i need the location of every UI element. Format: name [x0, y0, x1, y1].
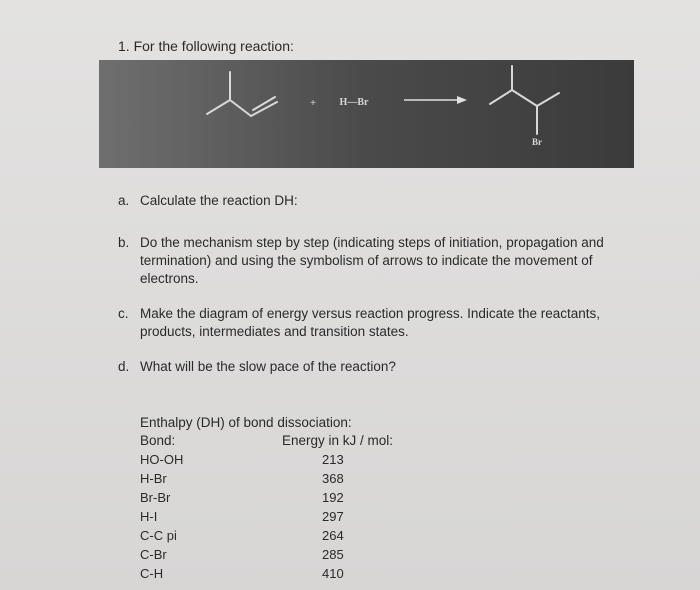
item-label: c. [118, 306, 129, 321]
plus-sign: + [310, 98, 316, 109]
bond-energy: 264 [322, 528, 344, 543]
item-text-line: termination) and using the symbolism of arrows to indicate the movement of [140, 253, 593, 268]
bond-name: C-Br [140, 547, 167, 562]
bond-name: H-Br [140, 471, 167, 486]
question-item-c [118, 305, 678, 341]
item-text-line: Calculate the reaction DH: [140, 193, 298, 208]
reactant-alkene-structure [207, 72, 277, 116]
item-label: a. [118, 193, 130, 208]
energy-column-header: Energy in kJ / mol: [282, 433, 394, 448]
item-label: b. [118, 235, 130, 250]
product-br-label: Br [532, 137, 542, 147]
item-text-line: electrons. [140, 271, 199, 286]
reaction-diagram [99, 60, 634, 168]
bond-energy: 410 [322, 566, 344, 581]
item-label: d. [118, 359, 130, 374]
bond-column-header: Bond: [140, 433, 176, 448]
item-text-line: Do the mechanism step by step (indicating steps of initiation, propagation and [140, 235, 604, 250]
bond-name: Br-Br [140, 490, 171, 505]
bond-energy: 368 [322, 471, 344, 486]
item-text-line: Make the diagram of energy versus reaction progress. Indicate the reactants, [140, 306, 600, 321]
bond-name: H-I [140, 509, 158, 524]
bond-name: C-C pi [140, 528, 177, 543]
product-bromoalkane-structure [490, 66, 559, 134]
bond-name: C-H [140, 566, 164, 581]
reaction-arrow [404, 96, 467, 104]
question-item-d [118, 358, 658, 378]
question-item-b [118, 234, 678, 288]
item-text-line: What will be the slow pace of the reaction? [140, 359, 396, 374]
item-text-line: products, intermediates and transition states. [140, 324, 409, 339]
bond-energy: 192 [322, 490, 344, 505]
bond-name: HO-OH [140, 452, 184, 467]
question-item-a [118, 192, 658, 212]
reagent-hbr: H—Br [339, 97, 369, 108]
bond-energy: 213 [322, 452, 344, 467]
question-title: 1. For the following reaction: [118, 38, 294, 54]
bond-energy: 297 [322, 509, 344, 524]
bond-energy: 285 [322, 547, 344, 562]
table-title: Enthalpy (DH) of bond dissociation: [140, 415, 352, 430]
reaction-scheme [99, 60, 634, 168]
